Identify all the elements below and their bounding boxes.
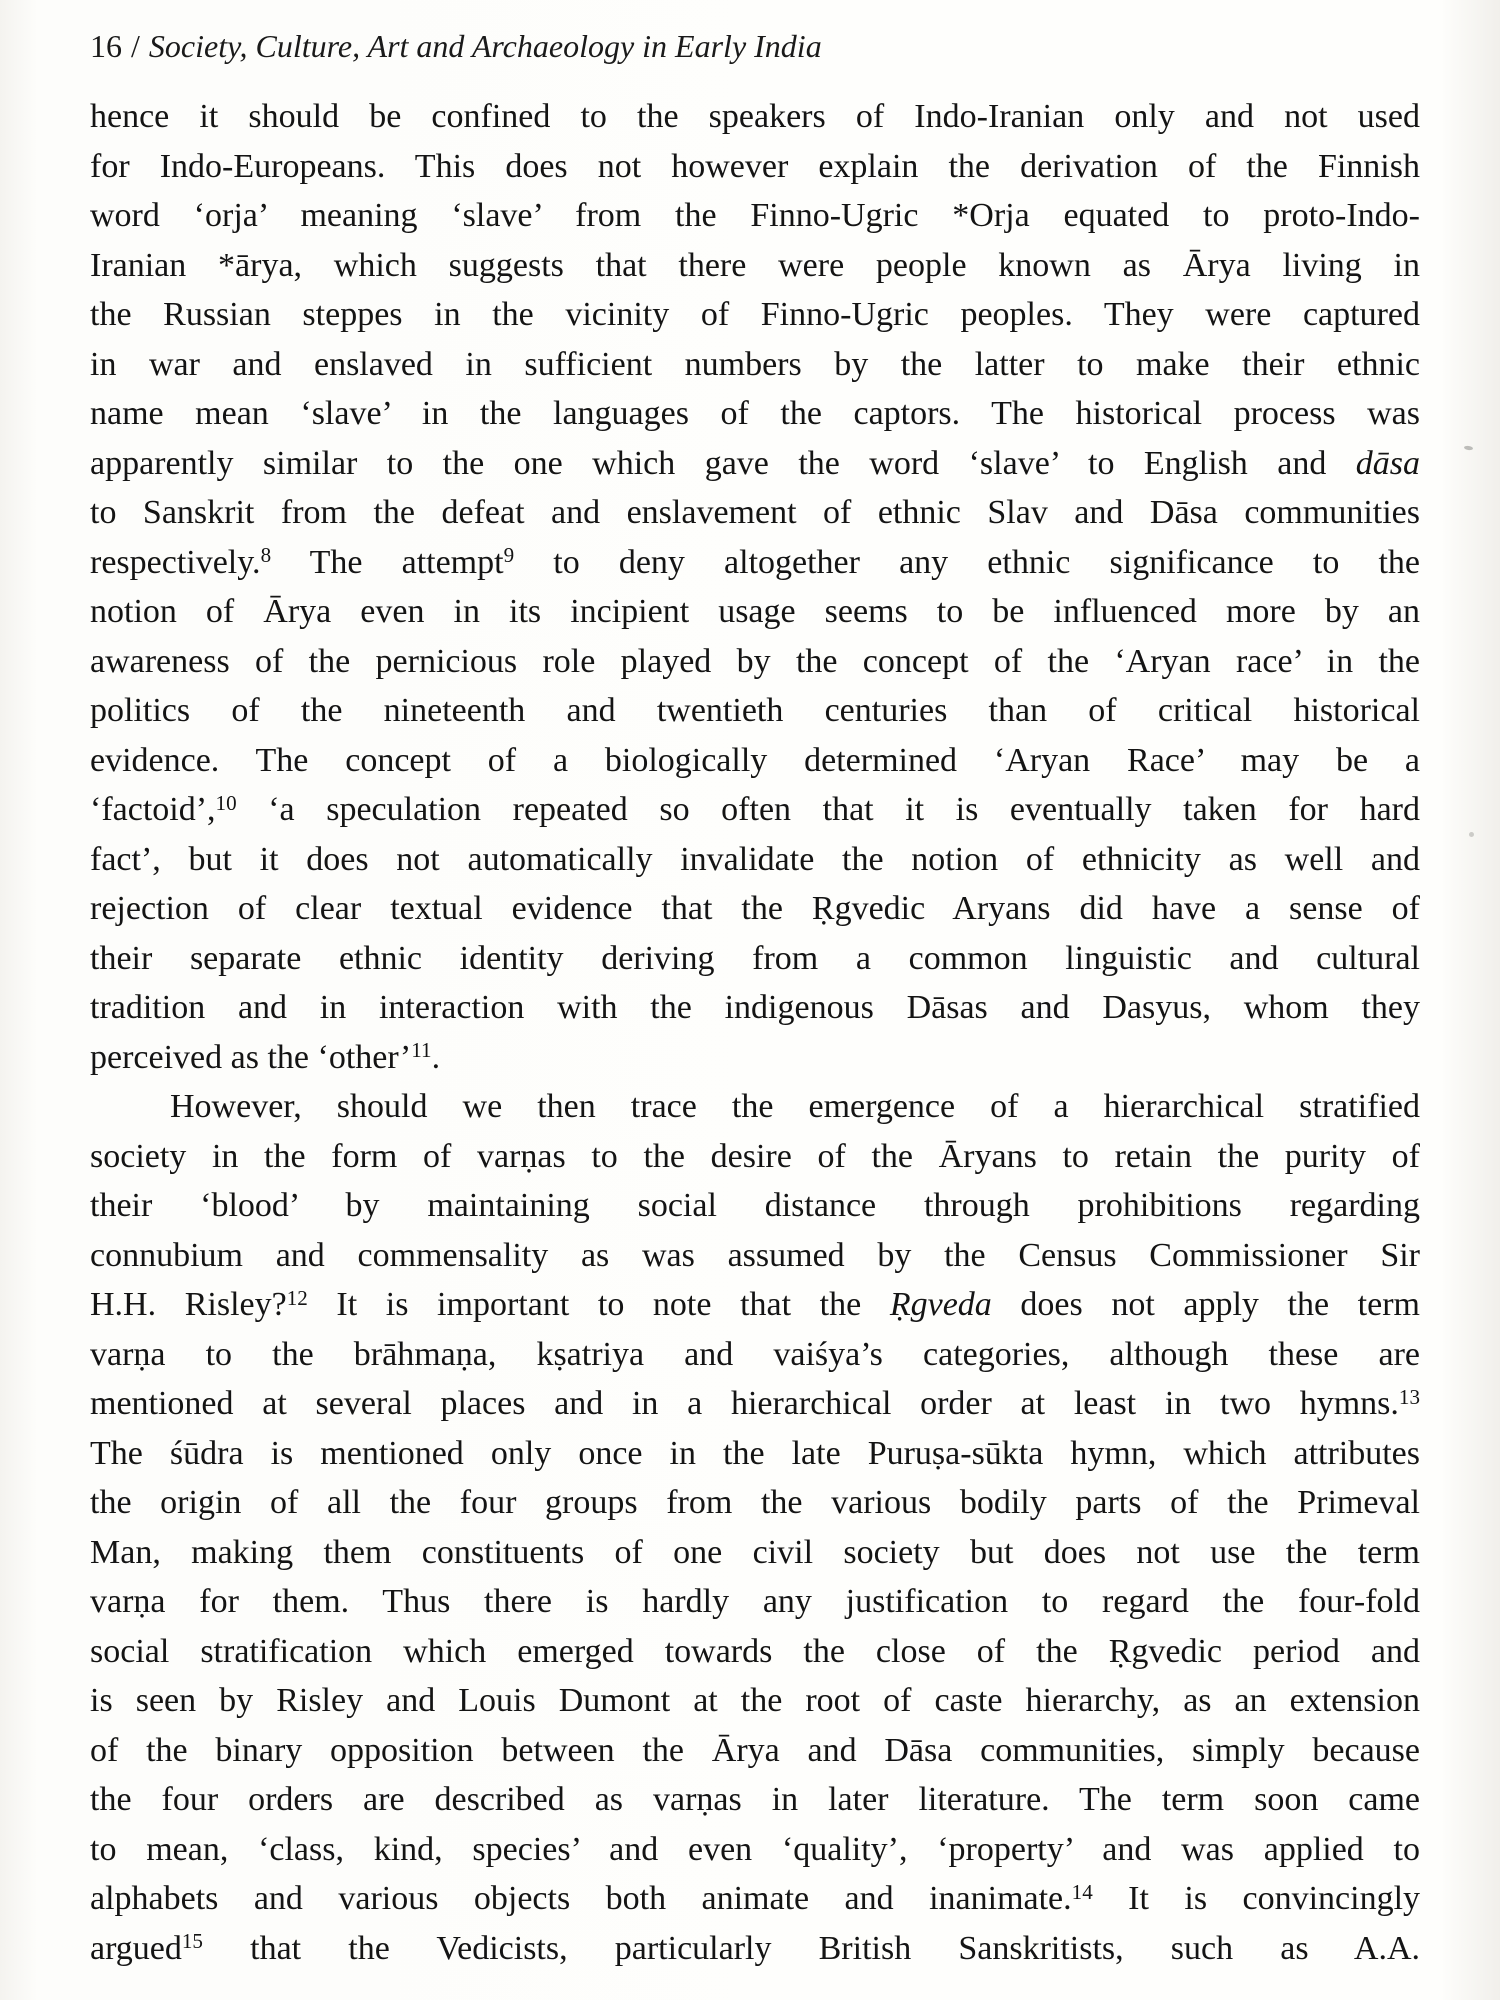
text-line: notion of Ārya even in its incipient usage seems to be influenced more by an bbox=[90, 593, 1420, 630]
text-line: varṇa to the brāhmaṇa, kṣatriya and vaiśya’s categories, although these are bbox=[90, 1335, 1420, 1373]
footnote-ref-11: 11 bbox=[411, 1038, 432, 1063]
text-line: social stratification which emerged towards the close of the Ṛgvedic period and bbox=[90, 1632, 1420, 1670]
text-segment: apparently similar to the one which gave the word ‘slave’ to English and bbox=[90, 444, 1356, 482]
text-line: awareness of the pernicious role played by the concept of the ‘Aryan race’ in the bbox=[90, 642, 1420, 680]
text-segment: to deny altogether any ethnic significance to the bbox=[514, 543, 1420, 581]
text-line: is seen by Risley and Louis Dumont at the root of caste hierarchy, as an extension bbox=[90, 1682, 1420, 1719]
footnote-ref-15: 15 bbox=[181, 1929, 203, 1954]
footnote-ref-13: 13 bbox=[1398, 1384, 1420, 1409]
text-segment: alphabets and various objects both animate and inanimate. bbox=[90, 1880, 1072, 1917]
text-line: connubium and commensality as was assumed by the Census Commissioner Sir bbox=[90, 1236, 1420, 1274]
paragraph-2 bbox=[90, 1082, 1420, 1973]
text-segment: ‘a speculation repeated so often that it is eventually taken for hard bbox=[236, 791, 1420, 828]
text-line bbox=[90, 1924, 1420, 1974]
text-line: in war and enslaved in sufficient numbers by the latter to make their ethnic bbox=[90, 345, 1420, 383]
text-segment: mentioned at several places and in a hierarchical order at least in two hymns. bbox=[90, 1385, 1399, 1422]
page-number: 16 bbox=[90, 28, 122, 64]
text-line: the origin of all the four groups from the various bodily parts of the Primeval bbox=[90, 1484, 1420, 1521]
text-line: to mean, ‘class, kind, species’ and even ‘quality’, ‘property’ and was applied to bbox=[90, 1830, 1420, 1868]
text-line: the four orders are described as varṇas in later literature. The term soon came bbox=[90, 1781, 1420, 1818]
header-separator: / bbox=[131, 28, 140, 64]
italic-term: Ṛgveda bbox=[889, 1286, 992, 1323]
text-line: word ‘orja’ meaning ‘slave’ from the Finno-Ugric *Orja equated to proto-Indo- bbox=[90, 197, 1420, 234]
text-line bbox=[90, 1379, 1420, 1429]
text-line: name mean ‘slave’ in the languages of the captors. The historical process was bbox=[90, 395, 1420, 432]
text-segment: ‘factoid’, bbox=[90, 791, 216, 828]
paragraph-1 bbox=[90, 92, 1420, 1082]
text-line: Iranian *ārya, which suggests that there were people known as Ārya living in bbox=[90, 246, 1420, 284]
text-line: their ‘blood’ by maintaining social distance through prohibitions regarding bbox=[90, 1187, 1420, 1224]
text-line: varṇa for them. Thus there is hardly any justification to regard the four-fold bbox=[90, 1583, 1420, 1620]
text-line: Man, making them constituents of one civil society but does not use the term bbox=[90, 1533, 1420, 1571]
text-line bbox=[90, 1280, 1420, 1330]
italic-term: dāsa bbox=[1355, 444, 1420, 482]
text-line: their separate ethnic identity deriving from a common linguistic and cultural bbox=[90, 939, 1420, 977]
text-segment: It is convincingly bbox=[1092, 1880, 1421, 1917]
text-segment: H.H. Risley? bbox=[90, 1286, 287, 1323]
text-line: hence it should be confined to the speakers of Indo-Iranian only and not used bbox=[90, 98, 1420, 135]
footnote-ref-14: 14 bbox=[1071, 1879, 1093, 1904]
footnote-ref-8: 8 bbox=[260, 543, 272, 568]
page-content bbox=[90, 26, 1420, 1973]
text-line: politics of the nineteenth and twentieth centuries than of critical historical bbox=[90, 692, 1420, 729]
scan-speck bbox=[1464, 445, 1473, 450]
scan-speck bbox=[1469, 832, 1474, 837]
text-segment: respectively. bbox=[90, 543, 261, 581]
text-segment: The attempt bbox=[271, 543, 504, 581]
text-segment: . bbox=[431, 1038, 441, 1076]
body-text bbox=[90, 92, 1420, 1973]
text-line: the Russian steppes in the vicinity of Finno-Ugric peoples. They were captured bbox=[90, 296, 1420, 333]
text-line: fact’, but it does not automatically invalidate the notion of ethnicity as well and bbox=[90, 840, 1420, 878]
text-segment: It is important to note that the bbox=[307, 1286, 890, 1323]
text-line: of the binary opposition between the Ārya and Dāsa communities, simply because bbox=[90, 1731, 1420, 1769]
text-line: society in the form of varṇas to the desire of the Āryans to retain the purity of bbox=[90, 1137, 1420, 1175]
text-segment: does not apply the term bbox=[991, 1286, 1420, 1323]
text-line bbox=[90, 439, 1420, 489]
text-line bbox=[90, 1874, 1420, 1924]
text-line bbox=[90, 785, 1420, 835]
text-line: rejection of clear textual evidence that the Ṛgvedic Aryans did have a sense of bbox=[90, 890, 1420, 927]
text-line: However, should we then trace the emergence of a hierarchical stratified bbox=[170, 1088, 1420, 1125]
text-line: for Indo-Europeans. This does not however explain the derivation of the Finnish bbox=[90, 147, 1420, 185]
text-line: to Sanskrit from the defeat and enslavement of ethnic Slav and Dāsa communities bbox=[90, 494, 1420, 531]
text-segment: that the Vedicists, particularly British Sanskritists, such as A.A. bbox=[202, 1929, 1420, 1967]
footnote-ref-10: 10 bbox=[215, 790, 237, 815]
text-line: The śūdra is mentioned only once in the late Puruṣa-sūkta hymn, which attributes bbox=[90, 1434, 1420, 1472]
text-line bbox=[90, 538, 1420, 588]
book-title: Society, Culture, Art and Archaeology in Early India bbox=[148, 28, 822, 64]
footnote-ref-12: 12 bbox=[286, 1285, 308, 1310]
text-line: evidence. The concept of a biologically determined ‘Aryan Race’ may be a bbox=[90, 741, 1420, 779]
page-header bbox=[90, 26, 1420, 66]
text-line bbox=[90, 1033, 1420, 1083]
text-line: tradition and in interaction with the indigenous Dāsas and Dasyus, whom they bbox=[90, 989, 1420, 1026]
footnote-ref-9: 9 bbox=[503, 543, 515, 568]
text-segment: argued bbox=[90, 1929, 182, 1967]
text-segment: perceived as the ‘other’ bbox=[90, 1038, 412, 1076]
